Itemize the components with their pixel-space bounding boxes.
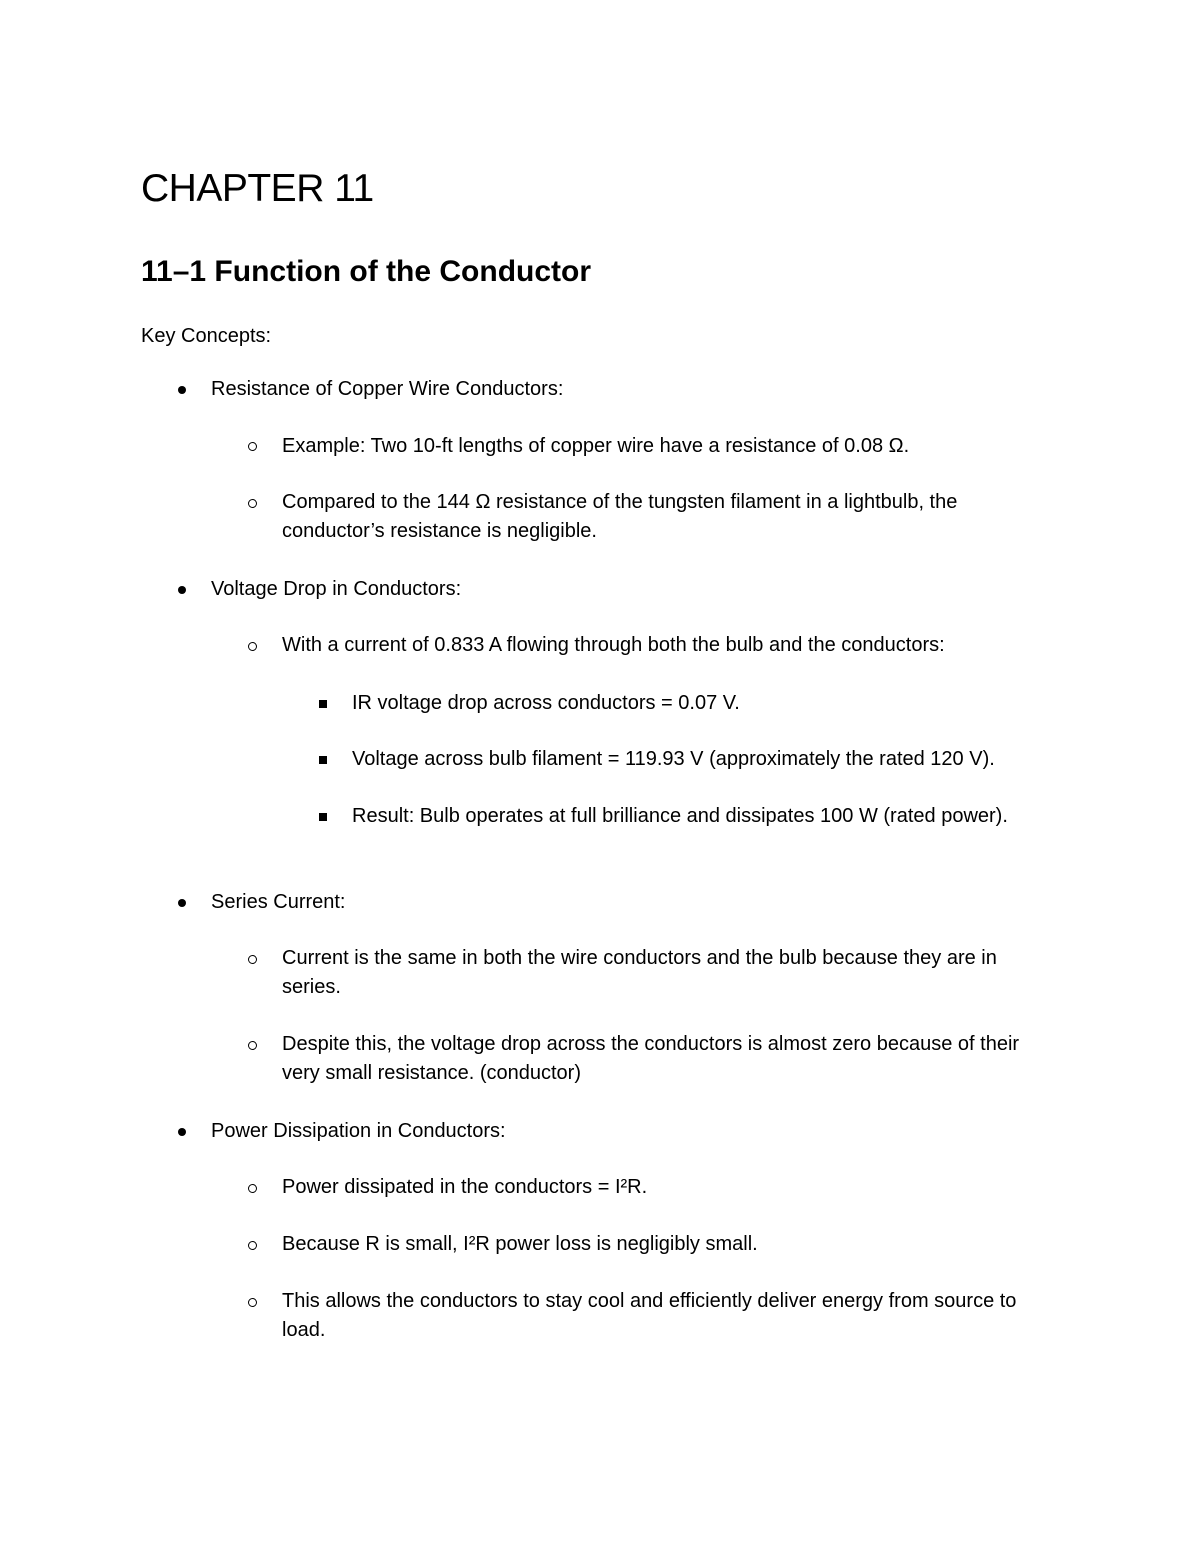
section-heading: 11–1 Function of the Conductor (141, 255, 592, 288)
list-item-current: With a current of 0.833 A flowing through both the bulb and the conductors: (282, 634, 945, 656)
bullet-square-icon (319, 813, 327, 821)
bullet-circle-icon (248, 955, 257, 964)
list-item-stay-cool: This allows the conductors to stay cool and efficiently deliver energy from source to load. (282, 1290, 1017, 1341)
bullet-disc-icon (178, 386, 186, 394)
list-item-power-loss: Because R is small, I²R power loss is negligibly small. (282, 1233, 758, 1255)
list-item-power-formula: Power dissipated in the conductors = I²R. (282, 1176, 648, 1198)
bullet-square-icon (319, 756, 327, 764)
bullet-square-icon (319, 700, 327, 708)
list-item-same-current: Current is the same in both the wire conductors and the bulb because they are in series. (282, 947, 997, 998)
bullet-disc-icon (178, 899, 186, 907)
list-item-comparison: Compared to the 144 Ω resistance of the tungsten filament in a lightbulb, the conductor’s resistance is negligible. (282, 491, 958, 542)
bullet-circle-icon (248, 499, 257, 508)
list-item-bulb-voltage: Voltage across bulb filament = 119.93 V (approximately the rated 120 V). (352, 748, 995, 770)
chapter-title: CHAPTER 11 (141, 167, 374, 210)
list-item-example: Example: Two 10-ft lengths of copper wire have a resistance of 0.08 Ω. (282, 435, 910, 457)
list-item-power-dissipation: Power Dissipation in Conductors: (211, 1120, 506, 1142)
bullet-circle-icon (248, 1241, 257, 1250)
bullet-disc-icon (178, 1128, 186, 1136)
list-item-resistance: Resistance of Copper Wire Conductors: (211, 378, 564, 400)
list-item-despite: Despite this, the voltage drop across the conductors is almost zero because of their very small resistance. (conductor) (282, 1033, 1020, 1084)
intro-label: Key Concepts: (141, 325, 272, 347)
bullet-circle-icon (248, 642, 257, 651)
bullet-circle-icon (248, 442, 257, 451)
list-item-result: Result: Bulb operates at full brilliance and dissipates 100 W (rated power). (352, 805, 1008, 827)
bullet-circle-icon (248, 1184, 257, 1193)
bullet-circle-icon (248, 1041, 257, 1050)
list-item-voltage-drop: Voltage Drop in Conductors: (211, 578, 462, 600)
list-item-ir-drop: IR voltage drop across conductors = 0.07 V. (352, 692, 740, 714)
list-item-series-current: Series Current: (211, 891, 346, 913)
bullet-circle-icon (248, 1298, 257, 1307)
bullet-disc-icon (178, 586, 186, 594)
